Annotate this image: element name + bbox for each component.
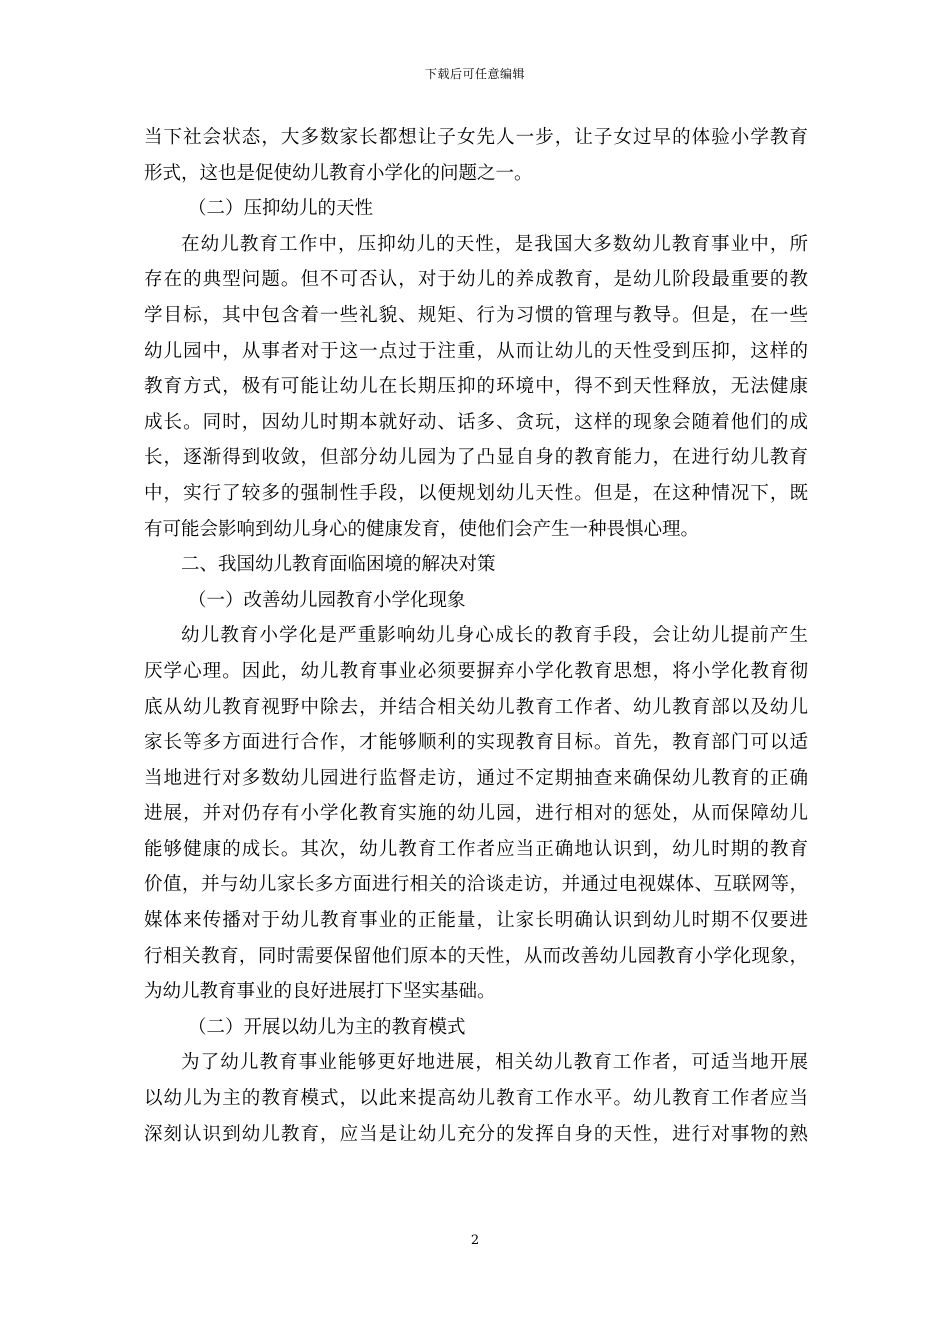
text-line: 底从幼儿教育视野中除去，并结合相关幼儿教育工作者、幼儿教育部以及幼儿 bbox=[144, 696, 808, 718]
page-number: 2 bbox=[470, 1233, 480, 1248]
text-line: 当下社会状态，大多数家长都想让子女先人一步，让子女过早的体验小学教育 bbox=[144, 127, 808, 148]
section-subheading: （二）开展以幼儿为主的教育模式 bbox=[188, 1016, 466, 1038]
text-line: 行相关教育，同时需要保留他们原本的天性，从而改善幼儿园教育小学化现象， bbox=[144, 945, 808, 967]
text-line: 深刻认识到幼儿教育，应当是让幼儿充分的发挥自身的天性，进行对事物的熟 bbox=[144, 1123, 808, 1145]
text-line: 价值，并与幼儿家长多方面进行相关的洽谈走访，并通过电视媒体、互联网等， bbox=[144, 874, 808, 896]
text-line: 为了幼儿教育事业能够更好地进展，相关幼儿教育工作者，可适当地开展 bbox=[181, 1052, 808, 1074]
text-line: 当地进行对多数幼儿园进行监督走访，通过不定期抽查来确保幼儿教育的正确 bbox=[144, 767, 808, 789]
section-subheading: （一）改善幼儿园教育小学化现象 bbox=[188, 589, 466, 611]
text-line: 学目标，其中包含着一些礼貌、规矩、行为习惯的管理与教导。但是，在一些 bbox=[144, 304, 808, 326]
text-line: 幼儿教育小学化是严重影响幼儿身心成长的教育手段，会让幼儿提前产生 bbox=[181, 625, 808, 647]
page-header: 下载后可任意编辑 bbox=[424, 67, 525, 81]
text-line: 形式，这也是促使幼儿教育小学化的问题之一。 bbox=[144, 162, 533, 184]
section-subheading: （二）压抑幼儿的天性 bbox=[188, 198, 374, 220]
text-line: 教育方式，极有可能让幼儿在长期压抑的环境中，得不到天性释放，无法健康 bbox=[144, 376, 808, 398]
text-line: 以幼儿为主的教育模式，以此来提高幼儿教育工作水平。幼儿教育工作者应当 bbox=[144, 1088, 808, 1110]
text-line: 在幼儿教育工作中，压抑幼儿的天性，是我国大多数幼儿教育事业中，所 bbox=[181, 233, 808, 255]
text-line: 家长等多方面进行合作，才能够顺利的实现教育目标。首先，教育部门可以适 bbox=[144, 732, 808, 754]
text-line: 成长。同时，因幼儿时期本就好动、话多、贪玩，这样的现象会随着他们的成 bbox=[144, 411, 808, 433]
text-line: 能够健康的成长。其次，幼儿教育工作者应当正确地认识到，幼儿时期的教育 bbox=[144, 838, 808, 860]
text-line: 有可能会影响到幼儿身心的健康发育，使他们会产生一种畏惧心理。 bbox=[144, 518, 700, 540]
text-line: 进展，并对仍存有小学化教育实施的幼儿园，进行相对的惩处，从而保障幼儿 bbox=[144, 803, 808, 825]
document-body bbox=[144, 120, 808, 1152]
text-line: 幼儿园中，从事者对于这一点过于注重，从而让幼儿的天性受到压抑，这样的 bbox=[144, 340, 808, 362]
section-heading: 二、我国幼儿教育面临困境的解决对策 bbox=[181, 554, 496, 576]
text-line: 为幼儿教育事业的良好进展打下坚实基础。 bbox=[144, 981, 496, 1003]
text-line: 媒体来传播对于幼儿教育事业的正能量，让家长明确认识到幼儿时期不仅要进 bbox=[144, 910, 808, 932]
text-line: 存在的典型问题。但不可否认，对于幼儿的养成教育，是幼儿阶段最重要的教 bbox=[144, 269, 808, 291]
text-line: 长，逐渐得到收敛，但部分幼儿园为了凸显自身的教育能力，在进行幼儿教育 bbox=[144, 447, 808, 469]
text-line: 中，实行了较多的强制性手段，以便规划幼儿天性。但是，在这种情况下，既 bbox=[144, 482, 808, 504]
text-line: 厌学心理。因此，幼儿教育事业必须要摒弃小学化教育思想，将小学化教育彻 bbox=[144, 660, 808, 682]
